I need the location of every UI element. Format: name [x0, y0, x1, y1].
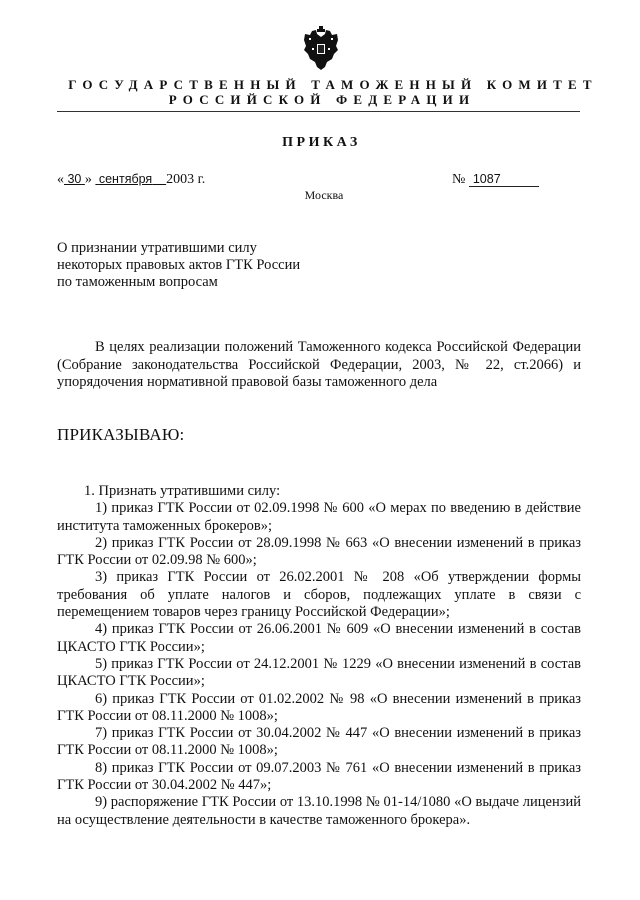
clause-item: 2) приказ ГТК России от 28.09.1998 № 663 «О внесении изменений в приказ ГТК России от 02.09.98 № 600»;: [57, 534, 581, 569]
subject-line: некоторых правовых актов ГТК России: [57, 257, 301, 273]
clause-item: 8) приказ ГТК России от 09.07.2003 № 761 «О внесении изменений в приказ ГТК России от 30.04.2002 № 447»;: [57, 759, 581, 794]
clause-item: 6) приказ ГТК России от 01.02.2002 № 98 «О внесении изменений в приказ ГТК России от 08.11.2000 № 1008»;: [57, 690, 581, 724]
clause-item: 9) распоряжение ГТК России от 13.10.1998 № 01-14/1080 «О выдаче лицензий на осуществление деятельности в качестве таможенного брокера».: [57, 794, 581, 828]
clause-item: 4) приказ ГТК России от 26.06.2001 № 609 «О внесении изменений в состав ЦКАСТО ГТК России»;: [57, 621, 581, 655]
document-subject: [57, 240, 300, 291]
clause-item: 1) приказ ГТК России от 02.09.1998 № 600 «О мерах по введению в действие института таможенных брокеров»;: [57, 500, 581, 534]
date-close-quote: »: [84, 172, 92, 187]
emblem: [303, 26, 339, 70]
header-divider: [57, 111, 580, 112]
clause-item: 7) приказ ГТК России от 30.04.2002 № 447 «О внесении изменений в приказ ГТК России от 08.11.2000 № 1008»;: [57, 725, 581, 759]
date-day: 30: [67, 172, 82, 186]
document-city: Москва: [304, 188, 344, 202]
clause-item: 3) приказ ГТК России от 26.02.2001 № 208 «Об утверждении формы требования об уплате налогов и сборов, подлежащих уплате в связи с перемещением товаров через границу Российской Федерации»;: [57, 569, 581, 621]
clause-heading: 1. Признать утратившими силу:: [84, 483, 281, 499]
date-month: сентября: [98, 172, 153, 186]
subject-line: О признании утратившими силу: [57, 240, 257, 256]
subject-line: по таможенным вопросам: [57, 274, 218, 290]
date-open-quote: «: [57, 172, 64, 187]
russian-coat-of-arms-icon: [303, 26, 339, 70]
number-value: 1087: [469, 172, 539, 187]
document-type: ПРИКАЗ: [282, 135, 361, 150]
clause-item: 5) приказ ГТК России от 24.12.2001 № 1229 «О внесении изменений в состав ЦКАСТО ГТК России»;: [57, 655, 581, 690]
document-number: [452, 172, 539, 188]
clause-1: [57, 483, 581, 829]
preamble: [57, 339, 581, 392]
order-word: ПРИКАЗЫВАЮ:: [57, 425, 185, 444]
date-year: 2003 г.: [166, 172, 206, 187]
organization-name-line2: РОССИЙСКОЙ ФЕДЕРАЦИИ: [168, 92, 476, 107]
document-date: [57, 172, 205, 188]
organization-name-line1: ГОСУДАРСТВЕННЫЙ ТАМОЖЕННЫЙ КОМИТЕТ: [68, 77, 598, 92]
preamble-text: В целях реализации положений Таможенного кодекса Российской Федерации (Собрание законодательства Российской Федерации, 2003, № 22, ст.2066) и упорядочения нормативной правовой базы таможенного дела: [57, 339, 581, 390]
number-label: №: [452, 172, 466, 187]
